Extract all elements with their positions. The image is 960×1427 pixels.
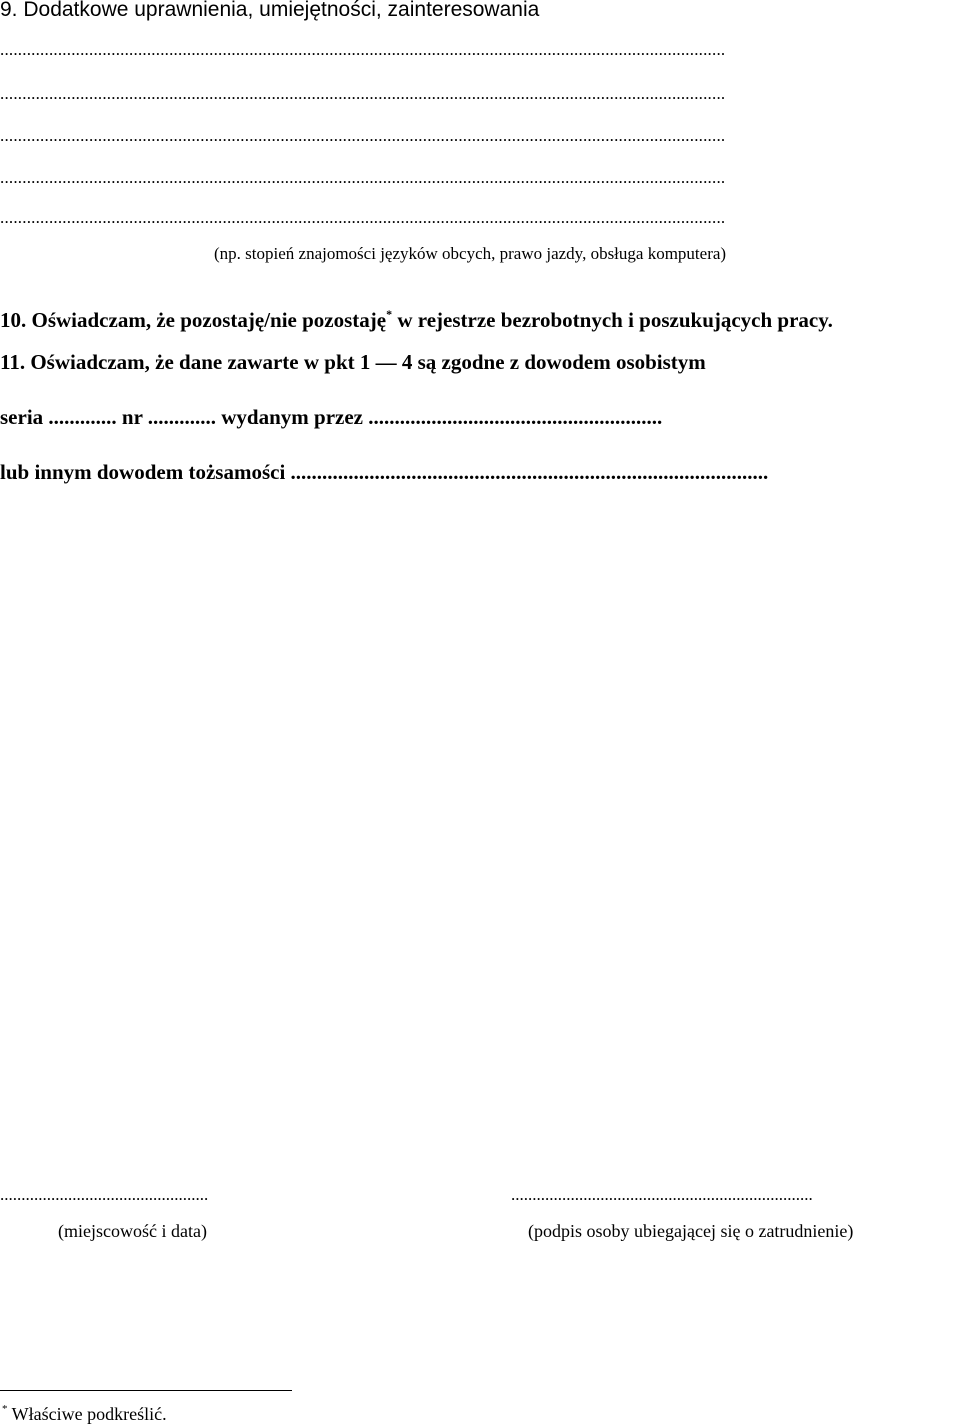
footnote-text: Właściwe podkreślić. [7,1404,167,1424]
section-9-heading: 9. Dodatkowe uprawnienia, umiejętności, zainteresowania [0,0,540,21]
declaration-10-text-after: w rejestrze bezrobotnych i poszukujących pracy. [392,308,833,332]
other-id-document-line: lub innym dowodem tożsamości ........................................................................................... [0,460,769,484]
fill-in-dotted-line: ................................................................................................................................................................... [0,208,726,227]
place-date-caption: (miejscowość i data) [58,1221,207,1241]
signature-dotted-line: ....................................................................... [511,1185,813,1204]
fill-in-dotted-line: ................................................................................................................................................................... [0,126,726,145]
section-9-hint: (np. stopień znajomości języków obcych, prawo jazdy, obsługa komputera) [214,244,727,263]
declaration-10 [0,308,833,333]
declaration-11: 11. Oświadczam, że dane zawarte w pkt 1 — 4 są zgodne z dowodem osobistym [0,350,706,374]
footnote [2,1404,167,1425]
place-date-dotted-line: ................................................. [0,1185,209,1204]
fill-in-dotted-line: ................................................................................................................................................................... [0,84,726,103]
declaration-10-text-before: 10. Oświadczam, że pozostaję/nie pozostaję [0,308,387,332]
footnote-mark: * [2,1403,8,1415]
id-document-series-number-line: seria ............. nr ............. wydanym przez ........................................................ [0,405,663,429]
fill-in-dotted-line: ................................................................................................................................................................... [0,168,726,187]
fill-in-dotted-line: ................................................................................................................................................................... [0,40,726,59]
footnote-marker: * [386,307,393,321]
footnote-separator [0,1390,292,1391]
signature-caption: (podpis osoby ubiegającej się o zatrudnienie) [528,1221,854,1241]
